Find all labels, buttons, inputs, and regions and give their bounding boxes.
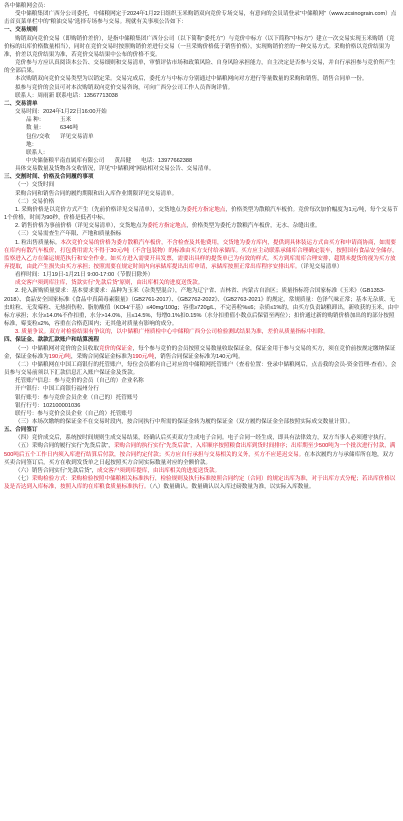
rules-paragraph-1: 购销双向竞价交易（即购销价差价），是指中储粮集团广西分公司（以下简称“委托方”）与竞价中标方（以下简称“中标方”）建立一次交易实现玉米购销（竞价标的出库价格数量相当），同时在竞价交易时按照购销价差进行交易（一旦采购价格低于销售价格），实现购销价差的一种交易方式。采购价格以竞价结果为准，价差以竞价结果为准，若竞价交易结果中公布的价格不变。: [4, 35, 395, 58]
rules-paragraph-2: 竞价参与方应认真阅读本公告、交易细则和交易清单，审慎评估市场和政策风险、自身风险承担能力，自主决定是否参与交易，并自行承担参与竞价所产生的全部后果。: [4, 60, 396, 75]
delivery-sub-1: （一）交货时间: [15, 182, 55, 189]
contract-para-2: （五）采购合同的履行实行“先货后款”，采购合同的执行实行“先货后款”，入库顺序按照粮食出库到货时间排序；出库期至少500吨为一个批次进行付款，满500吨后五个工作日内须入库进行结算后付款，按合同约定付款；买方应自行承担与交易相关的义务，买方不应延迟交易。在本次履约方与承储库所在地，双方买卖合同签订后，买方在收到发货单之日起按照买方合同实际数量对应的全额价款。: [4, 443, 396, 466]
trade-quantity-row: 数 量： 6346吨: [26, 125, 79, 132]
contact-person: 黄昌健: [114, 157, 132, 164]
rules-paragraph-3: 本次购销双向竞价交易类型为以销定采。交易完成后，委托方与中标方分别通过中储粮网向对方进行等量数量的采购和销售，销售合同单一份。: [15, 76, 368, 83]
payment-note-red: 成交客户须到库注库，货款实行“先款后货”原则，由出库相关的进度送货款。: [15, 280, 204, 287]
contract-para-1: （四）竞价成交后，系统按时间规则生成交易结果，经确认后买卖双方生成电子合同。电子合同一经生成，即具有法律效力，双方当事人必须遵守执行。: [15, 435, 390, 442]
contract-para-3: （六）销售合同实行“先款后货”，成交客户须到库提库，由出库相关的进度送货款。: [15, 467, 221, 474]
account-bank-code: 银行行号：102100001036: [15, 402, 81, 409]
list-note: 具体交易数量及货物各交收情况，详见“中储粮网”网站相对交易公告、交易清单。: [15, 166, 215, 173]
section-heading-rules: 一、交易规则: [4, 27, 38, 34]
quality-dispute: 3. 质量争议。双方对检验结果有争议的，以中储粮广州质检中心中储粮广西分公司检验测试结果为准，差价从质量指标中扣除。: [15, 329, 329, 336]
price-para-2: 2. 销售价格为事前价格（详见交易清单），交货地点为委托方指定地点，价格类型为委托方散粮汽车板价，无水、杂缝出重。: [15, 223, 321, 230]
contact-company-row: [4, 157, 399, 165]
delivery-para-1: 采购合同和销售合同的履约期限和出入库作业期限详见交易清单。: [15, 190, 178, 197]
section-heading-list: 二、交易清单: [4, 100, 38, 107]
account-name: 托管账户信息：参与竞价的会员（自己的）企业名称: [15, 378, 144, 385]
quality-para-1: 1. 粒出售质量标。本次竞价交易的价格为委方散粮汽车板价，不含检查及其他费用，交货地为委方库内，提供到具体装运方式由买方和申请商协商，如需要在库内有散汽车板价，打包费用需大不得于30元/吨（不含包装物）的标准由买方支付给承储库。买方应主动联系承储库合理确定装车，按照国有食品安全储存，监察进入乙方在储运规范执行和安全作业。如买方进入需要开具发票，需要出具样的提货单已为有效的样式。买方到库需库合理安排，超期未提货的视为买方放弃提取，由此产生损失由买方承担；按照需要在规定时间内向承储库提出出库申请，承储库按照正常出库程序安排出库。（详见交易清单）: [4, 239, 398, 270]
quality-para-2: 2. 轮入新购质量要求：基本要求要求：品种为玉米（杂类型混合），产地为辽宁省、吉林省、内蒙古自治区；质量指标符合国家标准《玉米》（GB1353-2018）、食品安全国家标准《食品中真菌毒素限量》（GB2761-2017）、《GB2762-2022》、《GB2763-2021》的规定，常规质量：色泽气味正常；基本无杂质、无虫蛀粒、无发霉粒、无热损伤粒、脂肪酸值（KOH/干基）≤40mg/100g；容重≥720g/L，不完善粒%≤6；杂质≤1%的，由买方负责缺粮卸出，新收获的玉米，由中标方承担；水分≥14.0%不作扣重，水分>14.0%，且≤14.5%，每增0.1%扣0.15%（水分扣重值小数点后保留至两位）；扣价通过新的购销价格加出的的部分按照标准，霉变粒≤2%，容重在合格范围内；无其他对质量有影响的成分。: [4, 288, 399, 328]
contract-para-4: （七）采购检验方式：采购检验按照中储粮相关标准执行，检验规则及执行标准按照合同约定（合同）的规定出库为准，对于出库方式分配；若出库价格以及是否达到入库标准，按照入库的在库粮食质量标准执行。（八）数量确认。数量确认以入库过磅数量为准，以实际入库数量。: [4, 476, 396, 491]
contact-company: 中央储备粮平南直属库有限公司: [26, 157, 105, 164]
deposit-para-2: （二）中储粮网在中国工商银行的托管账户，每位会员都有自己对应的中储粮网托管账户（查看位置：登录中储粮网后，点击我的会员-资金管理-查看），会员参与交易前须以下汇款信息汇入账户保证金及货款。: [4, 361, 397, 377]
contact-phone: 电话：13977662388: [141, 157, 193, 164]
price-para-1: 1. 采购价格是以竞价方式产生（先前价格详见交易清单），交货地点为委托方指定地点，价格类型为散粮汽车板价。竞价每次加价幅度为1元/吨，每个交易节1个价格，时间为90秒，价格是低者中标。: [4, 206, 398, 222]
trade-contact-row: 联系人：: [26, 149, 49, 156]
trade-variety-row: 品 种： 玉米: [26, 117, 72, 124]
trade-time: 交易时间：2024年1月22日16:00开始: [15, 109, 107, 116]
rules-contact: 联系人：周雨新 联系电话：13567713038: [15, 92, 118, 99]
delivery-sub-2: （二）交易价格: [15, 198, 55, 205]
section-heading-deposit: 四、保证金、款款汇款账户和结算流程: [4, 337, 100, 344]
rules-paragraph-4: 拟参与竞价的会员可对本次购销双向竞价交易咨询，可向广西分公司工作人员咨询详情。: [15, 84, 234, 91]
deposit-para-3: （三）本场次缴纳的保证金不在交易时段内，按合同执行中所需的保证金转为履约保证金（双方履约保证金全部按照实际成交数量计算）。: [15, 418, 354, 425]
account-bank: 开户银行：中国工商银行福州分行: [15, 386, 99, 393]
account-link-code: 联行号：参与竞价会员企业（自己的）托管账号: [15, 410, 133, 417]
salutation: 各中储粮网会员：: [4, 3, 49, 9]
intro-paragraph: 受中储粮集团广西分公司委托，中储粮网定于2024年1月22日组织玉米购销双向竞价专场交易，有意向的会员请登录“中储粮网”（www.zcsinograin.com）点击首页菜单栏中的“粮油交易”选择专场参与交易。现就有关事项公告如下：: [4, 11, 397, 26]
section-heading-delivery: 三、交割时间、价格及合同履约事项: [4, 174, 94, 181]
section-heading-contract: 五、合同签订: [4, 427, 38, 434]
inspection-time: 看样时间：1月19日-1月21日 9:00-17:00（节假日除外）: [15, 272, 154, 279]
deposit-para-1: （一）中储粮网对竞价的会员收取竞价的保证金，每个参与竞价的会员按照交易数量收取保证金，保证金用于参与交易的买方，须在竞价前按规定缴纳保证金，保证金标准为190元/吨，采购合同保证金标准为190元/吨，销售合同保证金标准为140元/吨。: [4, 345, 396, 360]
account-number: 银行账号：参与竞价会员企业（自己的）托管账号: [15, 394, 139, 401]
delivery-sub-3: （三）交易需查生产年限、产地和质量指标: [15, 231, 122, 238]
trade-location-row: 包位/交收地： 详见交易清单: [26, 133, 94, 148]
